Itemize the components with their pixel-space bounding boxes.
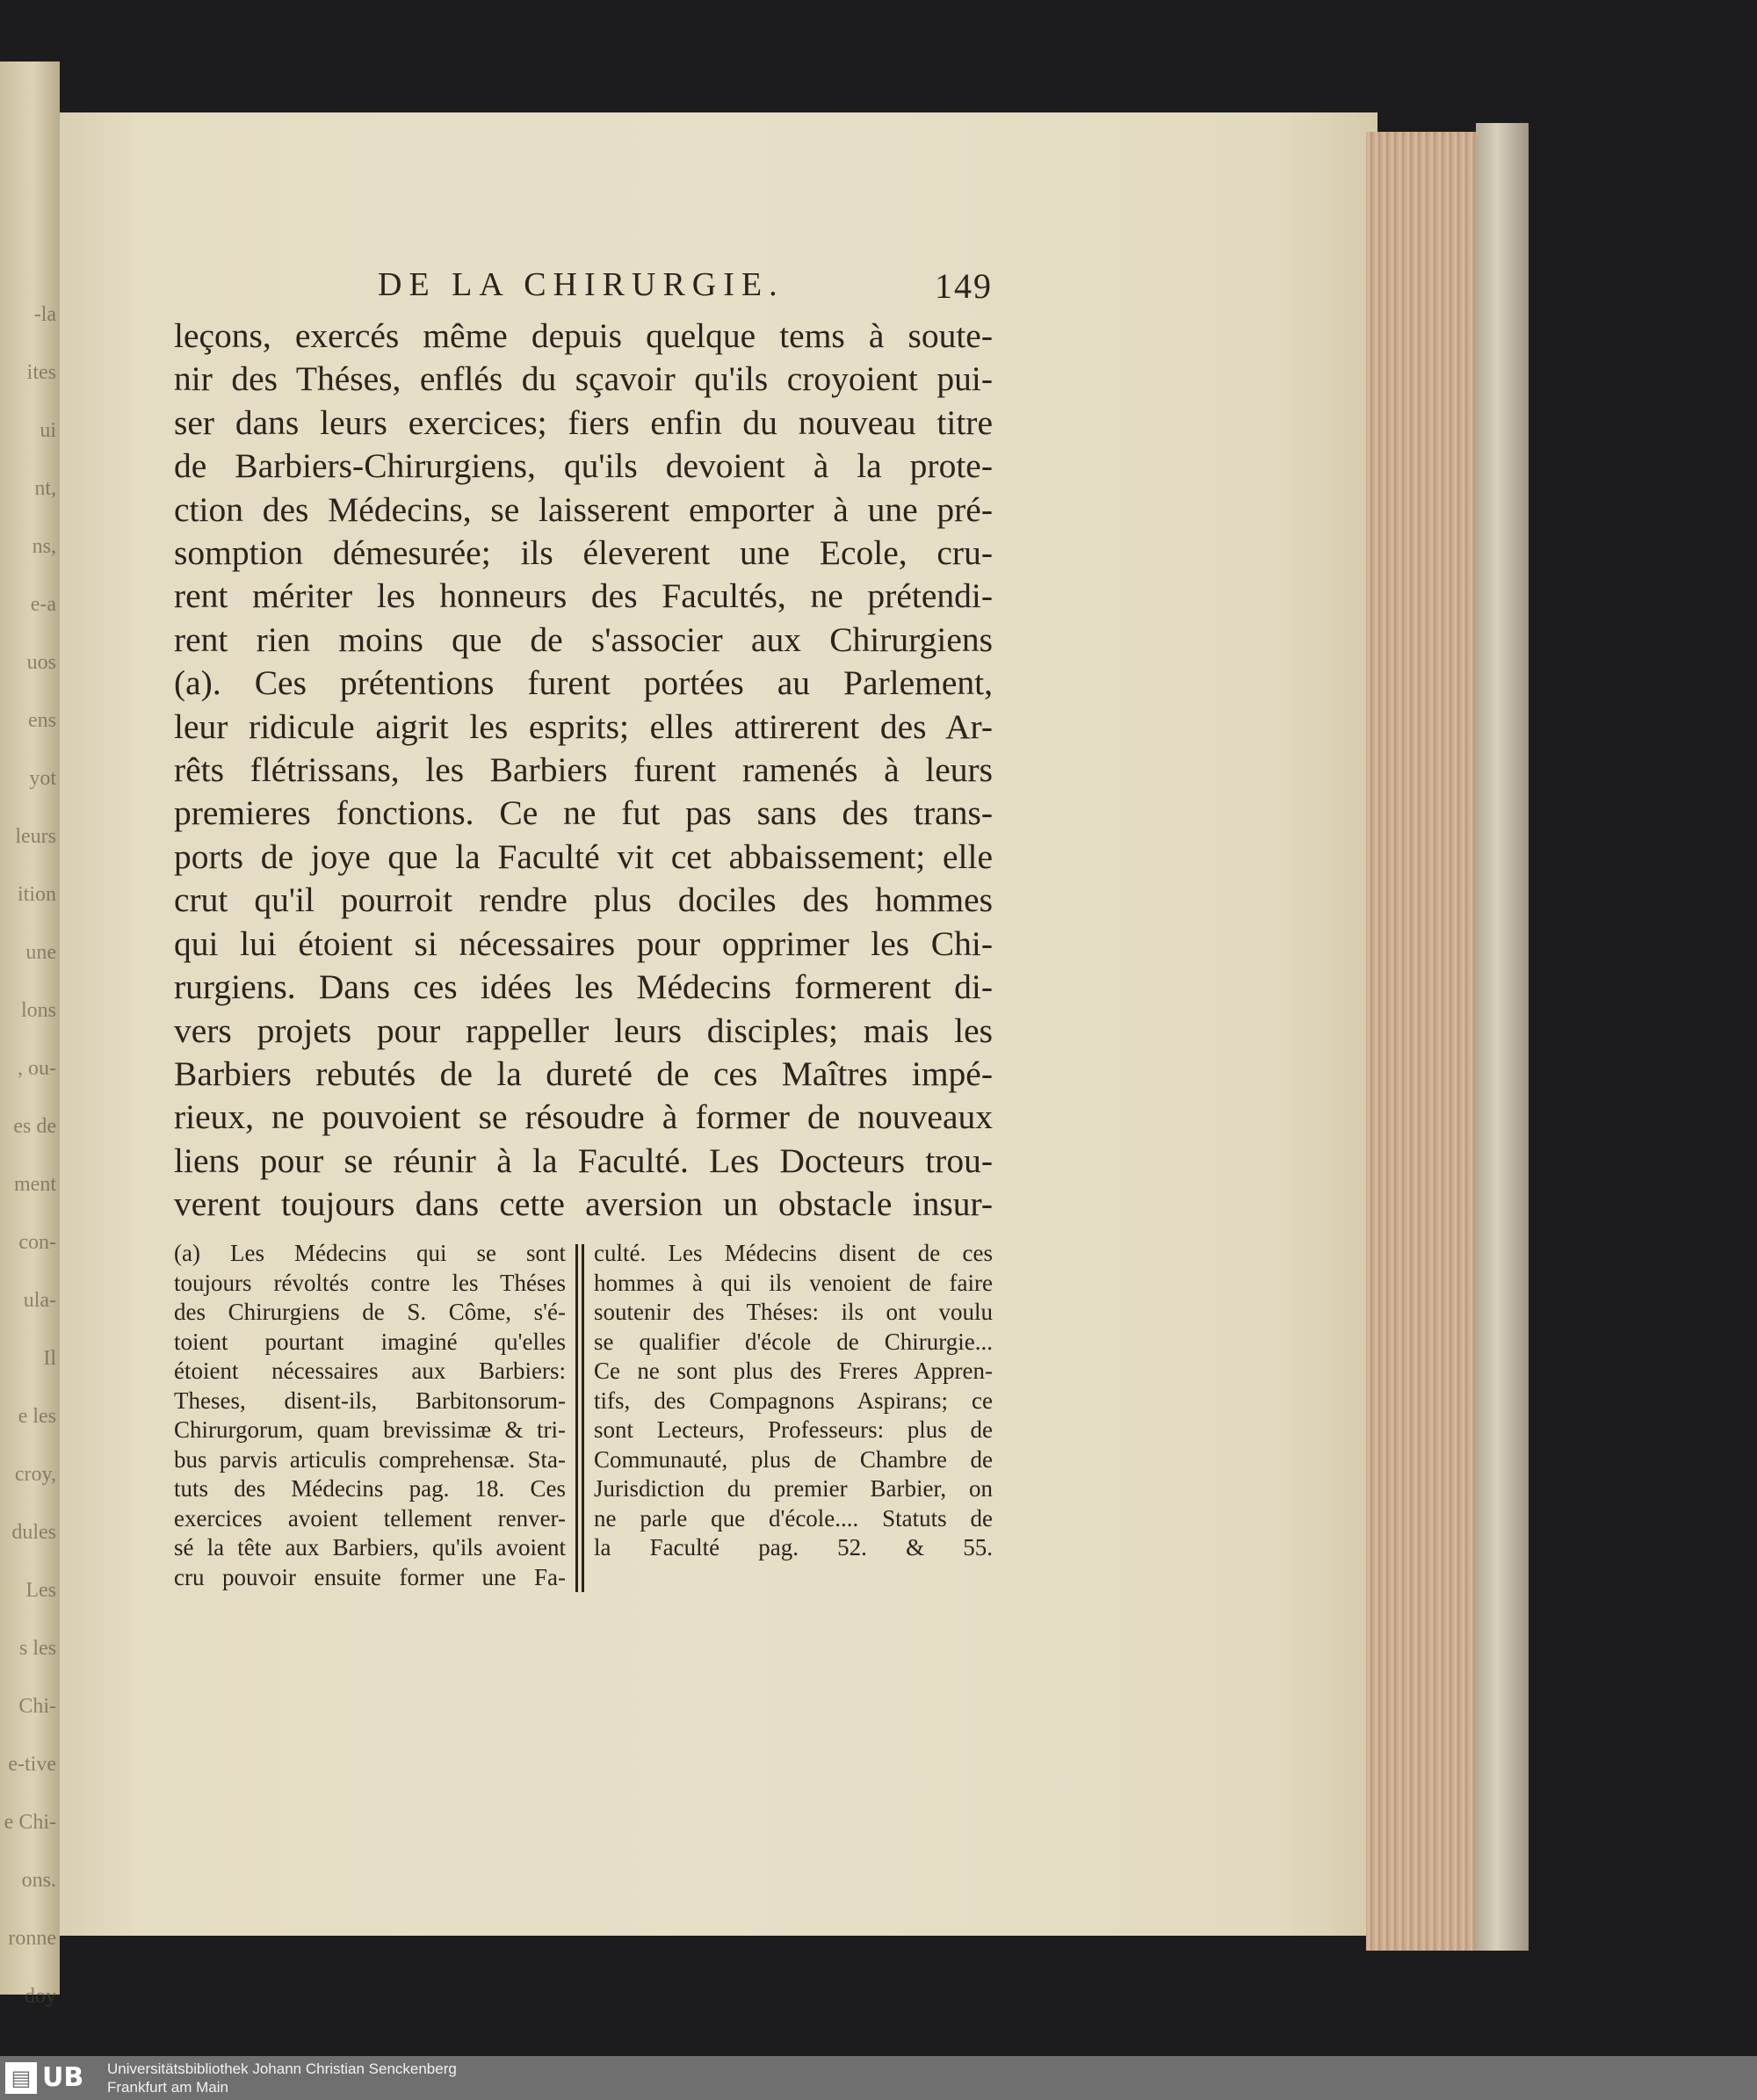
body-line: rieux, ne pouvoient se résoudre à former de nouveaux	[174, 1097, 993, 1137]
footnote-line: toient pourtant imaginé qu'elles	[174, 1328, 566, 1355]
body-line: ports de joye que la Faculté vit cet abbaissement; elle	[174, 836, 993, 876]
library-name-line2: Frankfurt am Main	[107, 2079, 228, 2096]
library-logo	[5, 2062, 93, 2094]
footnote-line: tuts des Médecins pag. 18. Ces	[174, 1475, 566, 1502]
footnote-line: toujours révoltés contre les Théses	[174, 1269, 566, 1296]
margin-fragment: -la	[33, 303, 56, 326]
margin-fragment: leurs	[15, 825, 56, 848]
margin-fragment: ition	[17, 883, 56, 906]
page-text-block	[174, 265, 993, 1227]
margin-fragment: Chi-	[18, 1695, 56, 1718]
footnote-line: Jurisdiction du premier Barbier, on	[594, 1475, 993, 1502]
footnote-line: la Faculté pag. 52. & 55.	[594, 1534, 993, 1561]
margin-fragment: ens	[28, 709, 56, 732]
body-line: ction des Médecins, se laisserent emporter à une pré-	[174, 489, 993, 529]
margin-fragment: ronne	[8, 1927, 56, 1950]
body-line: nir des Théses, enflés du sçavoir qu'ils croyoient pui-	[174, 359, 993, 399]
library-footer-bar	[0, 2056, 1757, 2100]
body-line: de Barbiers-Chirurgiens, qu'ils devoient à la prote-	[174, 446, 993, 486]
body-line: rurgiens. Dans ces idées les Médecins formerent di-	[174, 967, 993, 1007]
logo-mark-icon: ▤	[5, 2062, 37, 2094]
footnotes	[174, 1239, 993, 1599]
body-line: rent rien moins que de s'associer aux Chirurgiens	[174, 619, 993, 659]
running-title: DE LA CHIRURGIE.	[378, 266, 785, 303]
footnote-line: des Chirurgiens de S. Côme, s'é-	[174, 1299, 566, 1325]
margin-fragment: croy,	[14, 1463, 56, 1486]
footnote-line: Communauté, plus de Chambre de	[594, 1445, 993, 1473]
body-line: somption démesurée; ils éleverent une Ecole, cru-	[174, 533, 993, 573]
margin-fragment: dules	[11, 1521, 56, 1544]
margin-fragment: es de	[13, 1115, 56, 1138]
page-number: 149	[935, 266, 993, 306]
body-line: rêts flétrissans, les Barbiers furent ramenés à leurs	[174, 750, 993, 790]
body-text	[174, 315, 993, 1227]
margin-fragment: lons	[20, 999, 56, 1022]
body-line: qui lui étoient si nécessaires pour opprimer les Chi-	[174, 923, 993, 963]
body-line: liens pour se réunir à la Faculté. Les Docteurs trou-	[174, 1141, 993, 1180]
logo-text: UB	[42, 2062, 84, 2093]
body-line: leçons, exercés même depuis quelque tems à soute-	[174, 316, 993, 355]
margin-fragment: ui	[40, 419, 56, 442]
left-page-margin-text	[0, 286, 56, 2008]
margin-fragment: e-a	[30, 593, 56, 616]
margin-fragment: ment	[14, 1173, 56, 1196]
footnote-line: tifs, des Compagnons Aspirans; ce	[594, 1387, 993, 1414]
library-name	[107, 2060, 457, 2096]
footnote-line: Chirurgorum, quam brevissimæ & tri-	[174, 1416, 566, 1443]
margin-fragment: ons.	[21, 1869, 56, 1892]
footnote-line: se qualifier d'école de Chirurgie...	[594, 1328, 993, 1355]
footnote-line: Theses, disent-ils, Barbitonsorum-	[174, 1387, 566, 1414]
margin-fragment: e-tive	[8, 1753, 56, 1776]
margin-fragment: uos	[26, 651, 56, 674]
footnote-line: exercices avoient tellement renver-	[174, 1504, 566, 1532]
margin-fragment: Les	[25, 1579, 56, 1602]
footnote-line: étoient nécessaires aux Barbiers:	[174, 1358, 566, 1384]
margin-fragment: e Chi-	[4, 1811, 56, 1834]
footnote-line: (a) Les Médecins qui se sont	[174, 1240, 566, 1266]
margin-fragment: , ou-	[18, 1057, 56, 1080]
book-cover-board	[1476, 123, 1529, 1951]
margin-fragment: une	[25, 941, 56, 964]
body-line: rent mériter les honneurs des Facultés, ne prétendi-	[174, 576, 993, 616]
body-line: ser dans leurs exercices; fiers enfin du nouveau titre	[174, 402, 993, 442]
margin-fragment: ns,	[32, 535, 56, 558]
margin-fragment: con-	[18, 1231, 56, 1254]
footnote-right-column	[594, 1239, 993, 1563]
margin-fragment: doy	[25, 1985, 56, 2008]
left-page-edge	[0, 62, 60, 2008]
margin-fragment: s les	[19, 1637, 56, 1660]
body-line: vers projets pour rappeller leurs disciples; mais les	[174, 1010, 993, 1050]
margin-fragment: Il	[43, 1347, 56, 1370]
column-divider	[575, 1244, 584, 1592]
footnote-line: hommes à qui ils venoient de faire	[594, 1269, 993, 1296]
footnote-line: ne parle que d'école.... Statuts de	[594, 1504, 993, 1532]
body-line: Barbiers rebutés de la dureté de ces Maîtres impé-	[174, 1054, 993, 1093]
page-fore-edge	[1366, 132, 1480, 1951]
footnote-line: Ce ne sont plus des Freres Appren-	[594, 1358, 993, 1384]
margin-fragment: nt,	[34, 477, 56, 500]
body-line: verent toujours dans cette aversion un obstacle insur-	[174, 1184, 993, 1224]
footnote-line: culté. Les Médecins disent de ces	[594, 1240, 993, 1266]
margin-fragment: e les	[18, 1405, 56, 1428]
library-name-line1: Universitätsbibliothek Johann Christian Senckenberg	[107, 2060, 457, 2077]
margin-fragment: ites	[26, 361, 56, 384]
body-line: crut qu'il pourroit rendre plus dociles des hommes	[174, 880, 993, 920]
footnote-line: sé la tête aux Barbiers, qu'ils avoient	[174, 1534, 566, 1561]
footnote-line: sont Lecteurs, Professeurs: plus de	[594, 1416, 993, 1443]
footnote-left-column	[174, 1239, 566, 1592]
body-line: premieres fonctions. Ce ne fut pas sans des trans-	[174, 793, 993, 833]
footnote-line: bus parvis articulis comprehensæ. Sta-	[174, 1445, 566, 1473]
body-line: leur ridicule aigrit les esprits; elles attirerent des Ar-	[174, 706, 993, 746]
body-line: (a). Ces prétentions furent portées au Parlement,	[174, 663, 993, 703]
running-head	[174, 265, 993, 315]
margin-fragment: ula-	[23, 1289, 56, 1312]
footnote-line: soutenir des Théses: ils ont voulu	[594, 1299, 993, 1325]
footnote-line: cru pouvoir ensuite former une Fa-	[174, 1563, 566, 1590]
margin-fragment: yot	[29, 767, 56, 790]
